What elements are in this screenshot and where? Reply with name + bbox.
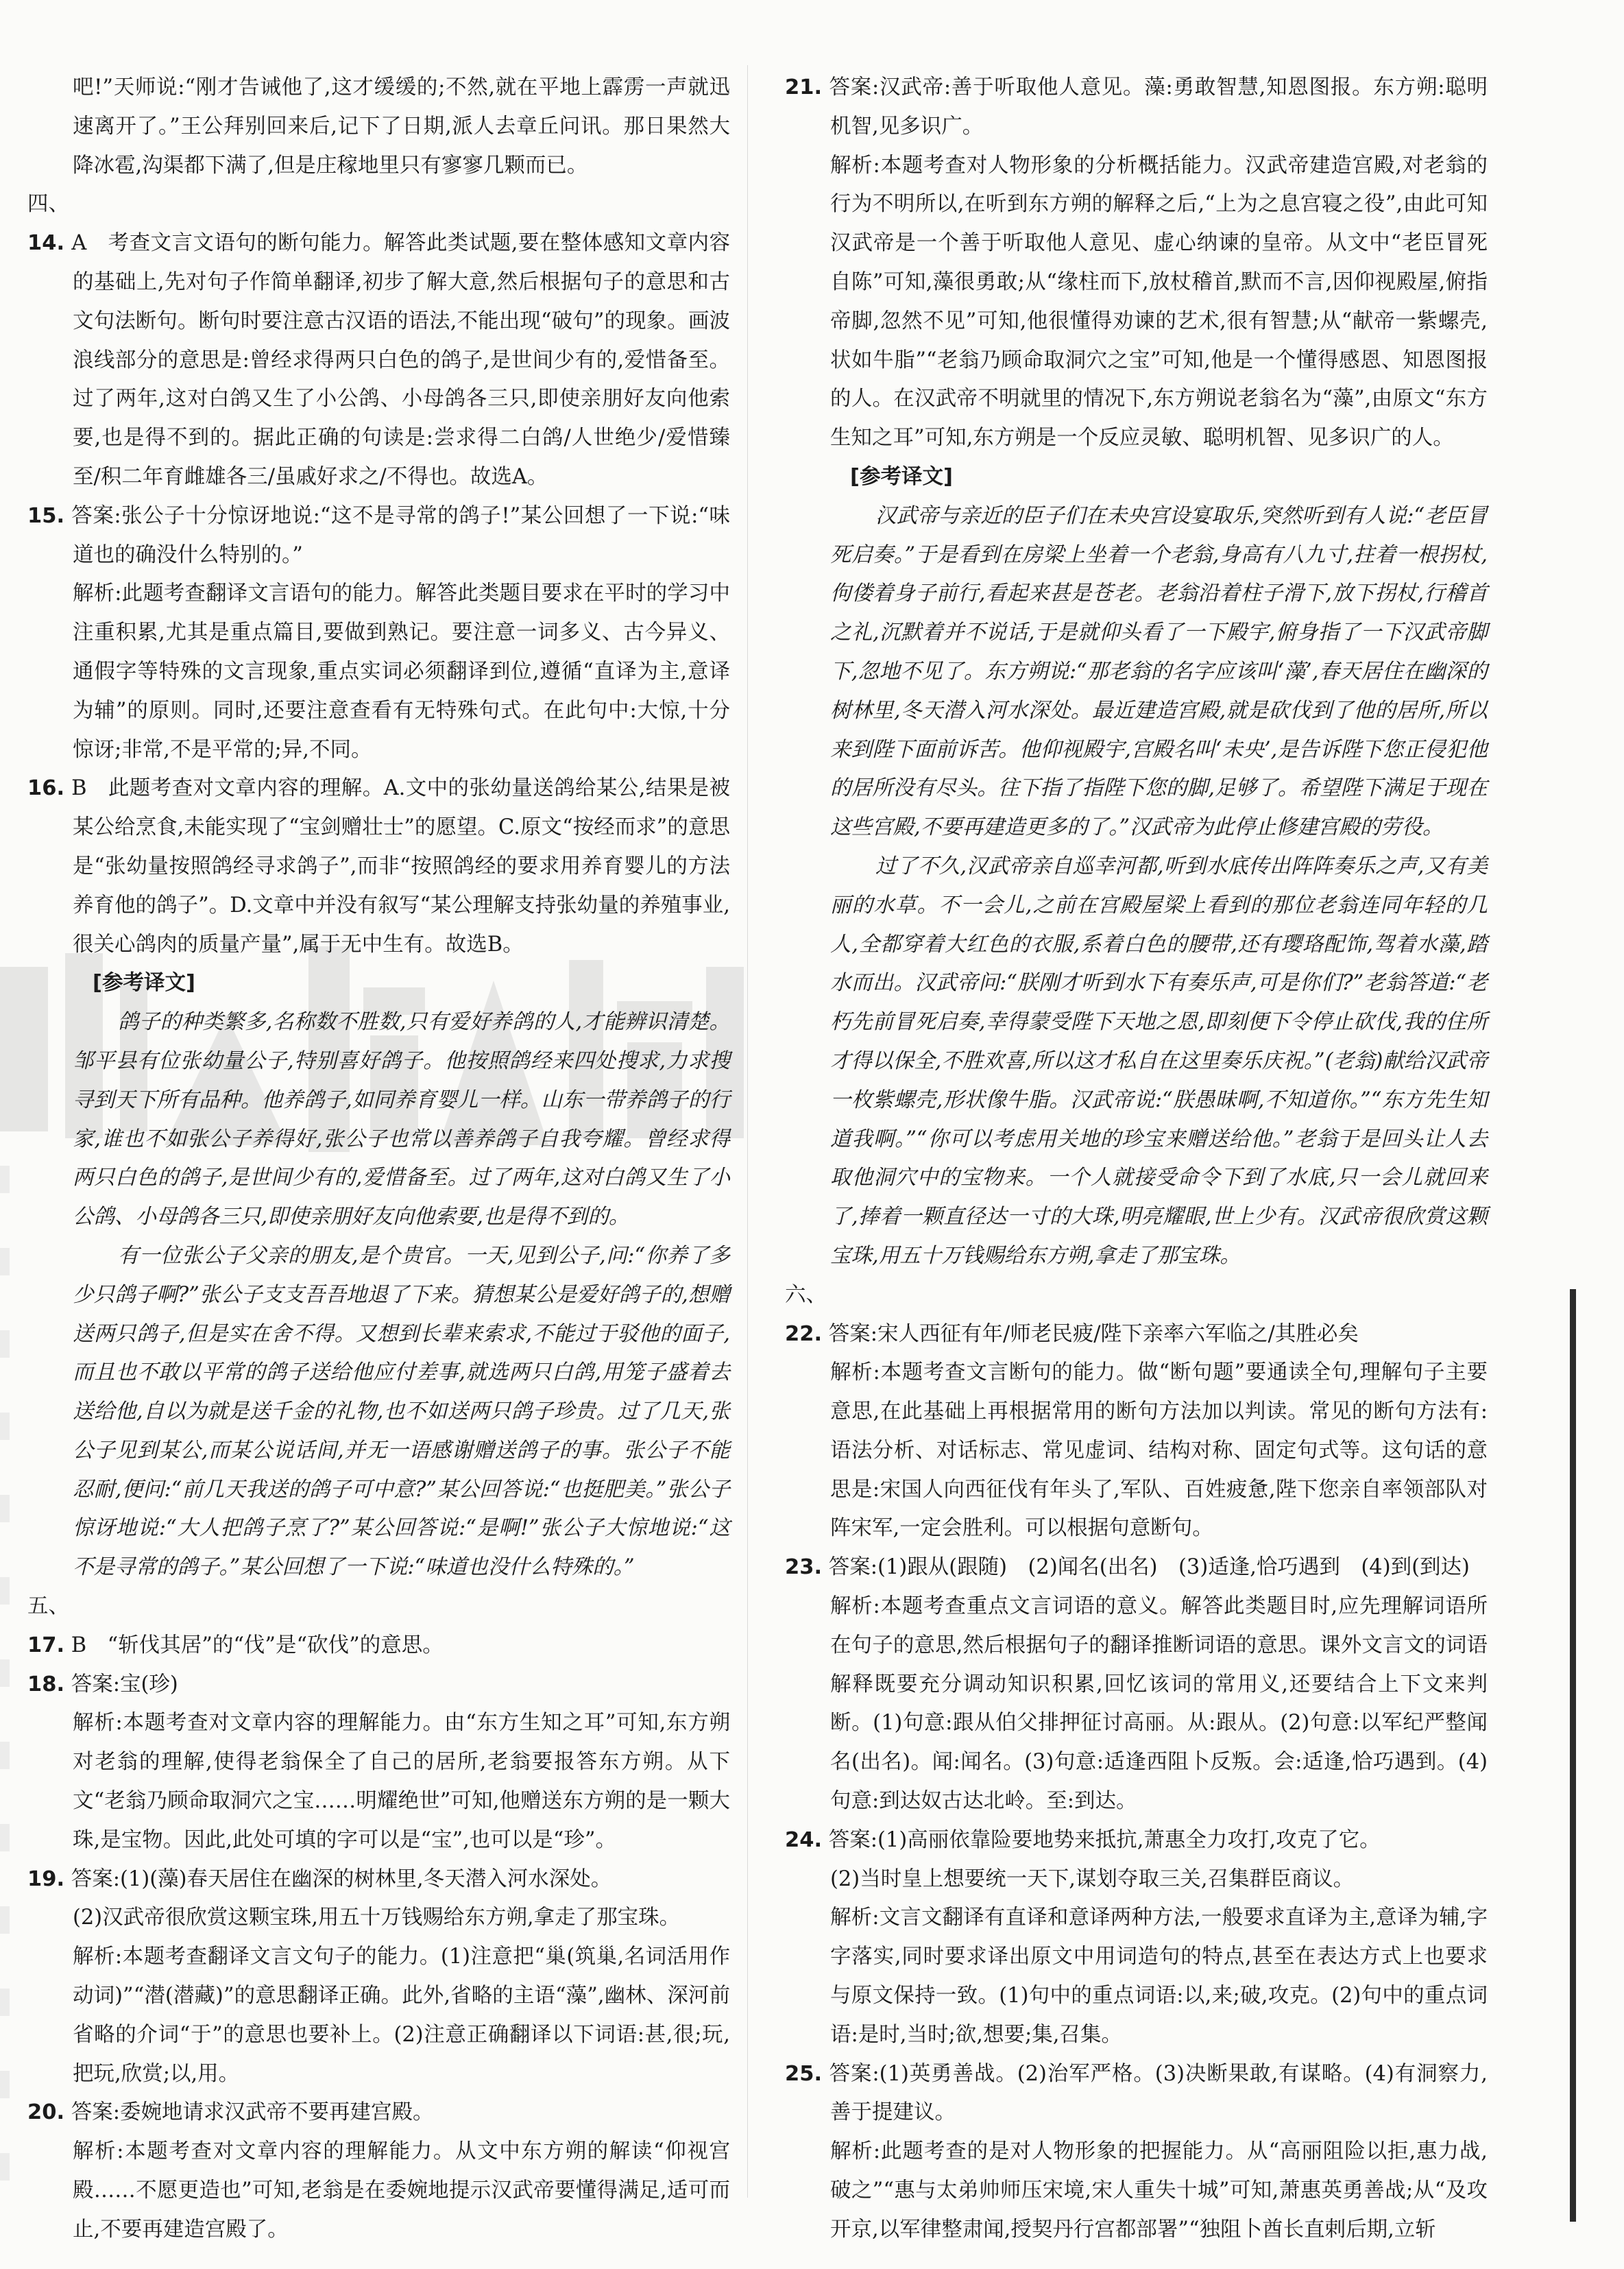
answer-text: 答案:(1)高丽依靠险要地势来抵抗,萧惠全力攻打,攻克了它。 bbox=[828, 1827, 1381, 1852]
answer-text: B “斩伐其居”的“伐”是“砍伐”的意思。 bbox=[71, 1633, 444, 1657]
translation-paragraph: 鸽子的种类繁多,名称数不胜数,只有爱好养鸽的人,才能辨识清楚。邹平县有位张幼量公子,特别喜好鸽子。他按照鸽经来四处搜求,力求搜寻到天下所有品种。他养鸽子,如同养育婴儿一样。山东一带养鸽子的行家,谁也不如张公子养得好,张公子也常以善养鸽子自我夸耀。曾经求得两只白色的鸽子,是世间少有的,爱惜备至。过了两年,这对白鸽又生了小公鸽、小母鸽各三只,即使亲朋好友向他索要,也是得不到的。 bbox=[73, 1010, 730, 1229]
analysis-paragraph: 解析:本题考查重点文言词语的意义。解答此类题目时,应先理解词语所在句子的意思,然后根据句子的翻译推断词语的意思。课外文言文的词语解释既要充分调动知识积累,回忆该词的常用义,还要结合上下文来判断。(1)句意:跟从伯父排押征讨高丽。从:跟从。(2)句意:以军纪严整闻名(出名)。闻:闻名。(3)句意:适逢西阻卜反叛。会:适逢,恰巧遇到。(4)句意:到达奴古达北岭。至:到达。 bbox=[830, 1594, 1488, 1814]
answer-item bbox=[27, 1666, 730, 1705]
answer-text: 答案:(1)(藻)春天居住在幽深的树林里,冬天潜入河水深处。 bbox=[71, 1866, 612, 1891]
answer-text: 答案:宋人西征有年/师老民疲/陛下亲率六军临之/其胜必矣 bbox=[828, 1321, 1359, 1346]
question-number: 15. bbox=[27, 503, 65, 528]
answer-item bbox=[785, 1548, 1488, 1587]
answer-item bbox=[27, 497, 730, 575]
question-number: 14. bbox=[27, 231, 65, 256]
section-heading: 五、 bbox=[27, 1594, 69, 1619]
right-column bbox=[785, 69, 1488, 2250]
answer-text: 答案:汉武帝:善于听取他人意见。藻:勇敢智慧,知恩图报。东方朔:聪明机智,见多识广。 bbox=[829, 75, 1488, 139]
answer-text: 答案:(1)跟从(跟随) (2)闻名(出名) (3)适逢,恰巧遇到 (4)到(到达) bbox=[828, 1555, 1470, 1580]
question-number: 17. bbox=[27, 1633, 65, 1657]
section-heading: 六、 bbox=[785, 1282, 827, 1307]
reference-translation-heading: [参考译文] bbox=[850, 464, 953, 489]
answer-item bbox=[785, 1315, 1488, 1354]
answer-text: 答案:宝(珍) bbox=[71, 1672, 178, 1696]
question-number: 23. bbox=[785, 1555, 823, 1580]
answer-item bbox=[785, 69, 1488, 147]
question-number: 20. bbox=[27, 2100, 65, 2125]
analysis-paragraph: (2)当时皇上想要统一天下,谋划夺取三关,召集群臣商议。 bbox=[830, 1866, 1355, 1891]
column-divider bbox=[747, 65, 748, 2198]
analysis-paragraph: 吧!”天师说:“刚才告诫他了,这才缓缓的;不然,就在平地上霹雳一声就迅速离开了。”王公拜别回来后,记下了日期,派人去章丘问讯。那日果然大降冰雹,沟渠都下满了,但是庄稼地里只有寥寥几颗而已。 bbox=[73, 75, 730, 178]
question-number: 24. bbox=[785, 1827, 823, 1852]
question-number: 22. bbox=[785, 1321, 823, 1346]
translation-paragraph: 过了不久,汉武帝亲自巡幸河都,听到水底传出阵阵奏乐之声,又有美丽的水草。不一会儿,之前在宫殿屋梁上看到的那位老翁连同年轻的几人,全都穿着大红色的衣服,系着白色的腰带,还有璎珞配饰,驾着水藻,踏水而出。汉武帝问:“朕刚才听到水下有奏乐声,可是你们?”老翁答道:“老朽先前冒死启奏,幸得蒙受陛下天地之恩,即刻便下令停止砍伐,我的住所才得以保全,不胜欢喜,所以这才私自在这里奏乐庆祝。”(老翁)献给汉武帝一枚紫螺壳,形状像牛脂。汉武帝说:“朕愚昧啊,不知道你。”“东方先生知道我啊。”“你可以考虑用关地的珍宝来赠送给他。”老翁于是回头让人去取他洞穴中的宝物来。一个人就接受命令下到了水底,只一会儿就回来了,捧着一颗直径达一寸的大珠,明亮耀眼,世上少有。汉武帝很欣赏这颗宝珠,用五十万钱赐给东方朔,拿走了那宝珠。 bbox=[830, 854, 1488, 1268]
question-number: 18. bbox=[27, 1672, 65, 1696]
answer-item bbox=[27, 224, 730, 497]
answer-item bbox=[785, 1821, 1488, 1860]
analysis-paragraph: 解析:本题考查对文章内容的理解能力。从文中东方朔的解读“仰视宫殿……不愿更造也”可知,老翁是在委婉地提示汉武帝要懂得满足,适可而止,不要再建造宫殿了。 bbox=[73, 2139, 730, 2242]
scan-edge-artifact bbox=[0, 1166, 10, 2194]
answer-text: 答案:委婉地请求汉武帝不要再建宫殿。 bbox=[71, 2100, 434, 2125]
analysis-paragraph: 解析:文言文翻译有直译和意译两种方法,一般要求直译为主,意译为辅,字字落实,同时要求译出原文中用词造句的特点,甚至在表达方式上也要求与原文保持一致。(1)句中的重点词语:以,来;破,攻克。(2)句中的重点词语:是时,当时;欲,想要;集,召集。 bbox=[830, 1906, 1488, 2047]
question-number: 16. bbox=[27, 776, 65, 801]
question-number: 19. bbox=[27, 1866, 65, 1891]
analysis-paragraph: (2)汉武帝很欣赏这颗宝珠,用五十万钱赐给东方朔,拿走了那宝珠。 bbox=[73, 1906, 681, 1930]
question-number: 25. bbox=[785, 2061, 823, 2086]
answer-text: 答案:张公子十分惊讶地说:“这不是寻常的鸽子!”某公回想了一下说:“味道也的确没什么特别的。” bbox=[71, 503, 730, 567]
analysis-paragraph: 解析:此题考查翻译文言语句的能力。解答此类题目要求在平时的学习中注重积累,尤其是重点篇目,要做到熟记。要注意一词多义、古今异义、通假字等特殊的文言现象,重点实词必须翻译到位,遵循“直译为主,意译为辅”的原则。同时,还要注意查看有无特殊句式。在此句中:大惊,十分惊讶;非常,不是平常的;异,不同。 bbox=[73, 581, 730, 762]
translation-paragraph: 有一位张公子父亲的朋友,是个贵官。一天,见到公子,问:“你养了多少只鸽子啊?”张公子支支吾吾地退了下来。猜想某公是爱好鸽子的,想赠送两只鸽子,但是实在舍不得。又想到长辈来索求,不能过于驳他的面子,而且也不敢以平常的鸽子送给他应付差事,就选两只白鸽,用笼子盛着去送给他,自以为就是送千金的礼物,也不如送两只鸽子珍贵。过了几天,张公子见到某公,而某公说话间,并无一语感谢赠送鸽子的事。张公子不能忍耐,便问:“前几天我送的鸽子可中意?”某公回答说:“也挺肥美。”张公子惊讶地说:“大人把鸽子烹了?”某公回答说:“是啊!”张公子大惊地说:“这不是寻常的鸽子。”某公回想了一下说:“味道也没什么特殊的。” bbox=[73, 1243, 730, 1580]
analysis-paragraph: 解析:本题考查对文章内容的理解能力。由“东方生知之耳”可知,东方朔对老翁的理解,使得老翁保全了自己的居所,老翁要报答东方朔。从下文“老翁乃顾命取洞穴之宝……明耀绝世”可知,他赠送东方朔的是一颗大珠,是宝物。因此,此处可填的字可以是“宝”,也可以是“珍”。 bbox=[73, 1711, 730, 1852]
answer-text: A 考查文言文语句的断句能力。解答此类试题,要在整体感知文章内容的基础上,先对句子作简单翻译,初步了解大意,然后根据句子的意思和古文句法断句。断句时要注意古汉语的语法,不能出现“破句”的现象。画波浪线部分的意思是:曾经求得两只白色的鸽子,是世间少有的,爱惜备至。过了两年,这对白鸽又生了小公鸽、小母鸽各三只,即使亲朋好友向他索要,也是得不到的。据此正确的句读是:尝求得二白鸽/人世绝少/爱惜臻至/积二年育雌雄各三/虽戚好求之/不得也。故选A。 bbox=[71, 231, 730, 489]
answer-item bbox=[27, 2093, 730, 2133]
analysis-paragraph: 解析:本题考查文言断句的能力。做“断句题”要通读全句,理解句子主要意思,在此基础上再根据常用的断句方法加以判读。常见的断句方法有:语法分析、对话标志、常见虚词、结构对称、固定句式等。这句话的意思是:宋国人向西征伐有年头了,军队、百姓疲惫,陛下您亲自率领部队对阵宋军,一定会胜利。可以根据句意断句。 bbox=[830, 1360, 1488, 1541]
left-column bbox=[27, 69, 730, 2250]
answer-item bbox=[27, 1860, 730, 1899]
answer-text: 答案:(1)英勇善战。(2)治军严格。(3)决断果敢,有谋略。(4)有洞察力,善于提建议。 bbox=[829, 2061, 1488, 2125]
answer-item bbox=[27, 769, 730, 964]
analysis-paragraph: 解析:本题考查翻译文言文句子的能力。(1)注意把“巢(筑巢,名词活用作动词)”“潜(潜藏)”的意思翻译正确。此外,省略的主语“藻”,幽林、深河前省略的介词“于”的意思也要补上。(2)注意正确翻译以下词语:甚,很;玩,把玩,欣赏;以,用。 bbox=[73, 1945, 730, 2086]
answer-item bbox=[27, 1626, 730, 1666]
answer-item bbox=[785, 2055, 1488, 2133]
binding-edge bbox=[1570, 1289, 1576, 2222]
analysis-paragraph: 解析:本题考查对人物形象的分析概括能力。汉武帝建造宫殿,对老翁的行为不明所以,在听到东方朔的解释之后,“上为之息宫寝之役”,由此可知汉武帝是一个善于听取他人意见、虚心纳谏的皇帝。从文中“老臣冒死自陈”可知,藻很勇敢;从“缘柱而下,放杖稽首,默而不言,因仰视殿屋,俯指帝脚,忽然不见”可知,他很懂得劝谏的艺术,很有智慧;从“献帝一紫螺壳,状如牛脂”“老翁乃顾命取洞穴之宝”可知,他是一个懂得感恩、知恩图报的人。在汉武帝不明就里的情况下,东方朔说老翁名为“藻”,由原文“东方生知之耳”可知,东方朔是一个反应灵敏、聪明机智、见多识广的人。 bbox=[830, 153, 1488, 451]
translation-paragraph: 汉武帝与亲近的臣子们在未央宫设宴取乐,突然听到有人说:“老臣冒死启奏。”于是看到在房梁上坐着一个老翁,身高有八九寸,拄着一根拐杖,佝偻着身子前行,看起来甚是苍老。老翁沿着柱子滑下,放下拐杖,行稽首之礼,沉默着并不说话,于是就仰头看了一下殿宇,俯身指了一下汉武帝脚下,忽地不见了。东方朔说:“那老翁的名字应该叫‘藻’,春天居住在幽深的树林里,冬天潜入河水深处。最近建造宫殿,就是砍伐到了他的居所,所以来到陛下面前诉苦。他仰视殿宇,宫殿名叫‘未央’,是告诉陛下您正侵犯他的居所没有尽头。往下指了指陛下您的脚,足够了。希望陛下满足于现在这些宫殿,不要再建造更多的了。”汉武帝为此停止修建宫殿的劳役。 bbox=[830, 503, 1488, 840]
question-number: 21. bbox=[785, 75, 823, 99]
analysis-paragraph: 解析:此题考查的是对人物形象的把握能力。从“高丽阻险以拒,惠力战,破之”“惠与太弟帅师压宋境,宋人重失十城”可知,萧惠英勇善战;从“及攻开京,以军律整肃闻,授契丹行宫都部署”“独阻卜酋长直剌后期,立斩 bbox=[830, 2139, 1488, 2242]
section-heading: 四、 bbox=[27, 192, 69, 217]
answer-text: B 此题考查对文章内容的理解。A.文中的张幼量送鸽给某公,结果是被某公给烹食,未能实现了“宝剑赠壮士”的愿望。C.原文“按经而求”的意思是“张幼量按照鸽经寻求鸽子”,而非“按照鸽经的要求用养育婴儿的方法养育他的鸽子”。D.文章中并没有叙写“某公理解支持张幼量的养殖事业,很关心鸽肉的质量产量”,属于无中生有。故选B。 bbox=[71, 776, 731, 957]
reference-translation-heading: [参考译文] bbox=[93, 971, 195, 996]
